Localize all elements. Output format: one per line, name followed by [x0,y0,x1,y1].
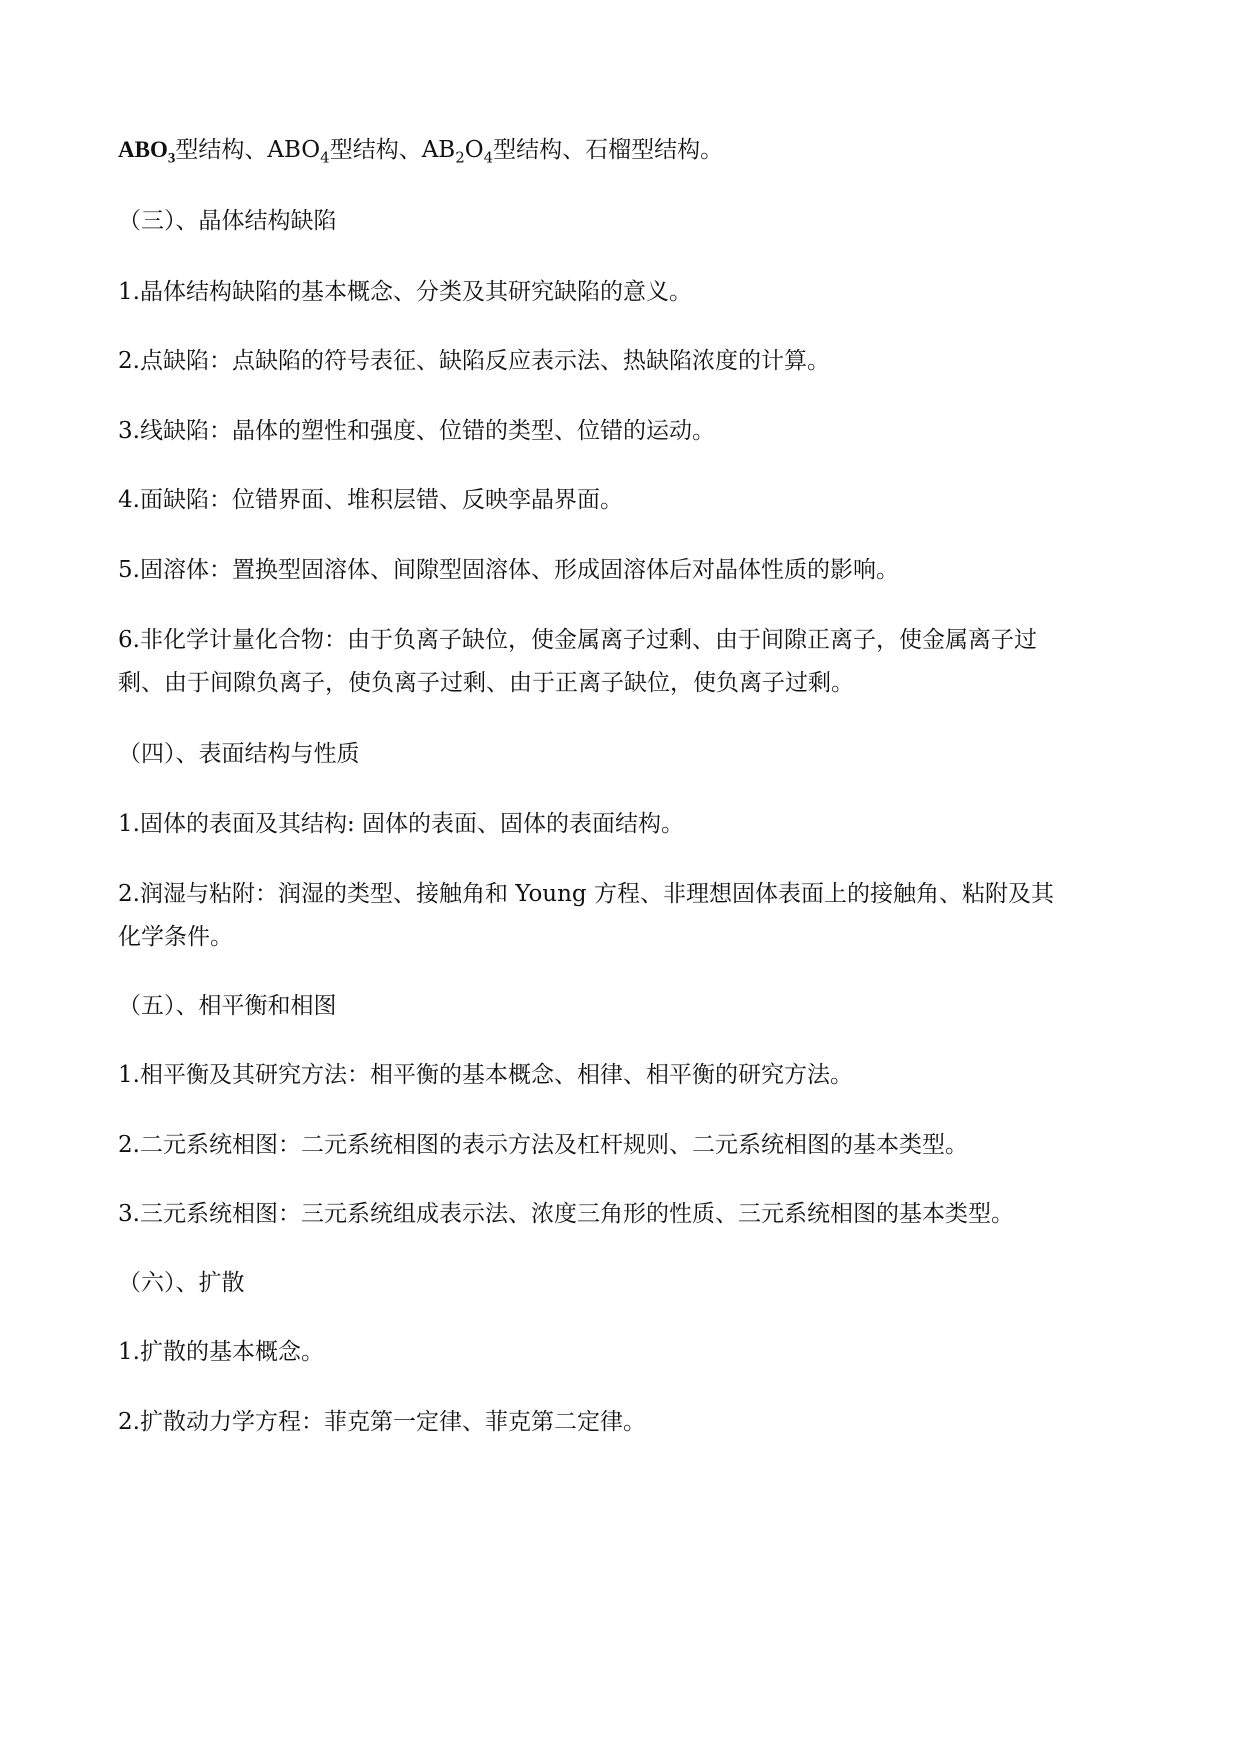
section-heading-3: （三）、晶体结构缺陷 [118,208,337,234]
list-item-4-2-line1: 2.润湿与粘附：润湿的类型、接触角和 Young 方程、非理想固体表面上的接触角、粘附及其 [118,881,1054,907]
section-heading-6: （六）、扩散 [118,1270,245,1296]
list-item-5-1: 1.相平衡及其研究方法：相平衡的基本概念、相律、相平衡的研究方法。 [118,1062,853,1088]
section-heading-5: （五）、相平衡和相图 [118,993,337,1019]
text-segment: 型结构、石榴型结构。 [493,137,724,163]
text-segment: 型结构、ABO [175,137,321,163]
list-item-3-5: 5.固溶体：置换型固溶体、间隙型固溶体、形成固溶体后对晶体性质的影响。 [118,557,899,583]
list-item-3-3: 3.线缺陷：晶体的塑性和强度、位错的类型、位错的运动。 [118,418,715,444]
structure-types-line: $ABO_3$型结构、$ABO_4$型结构、$AB_2O_4$型结构、石榴型结构。 [118,137,724,167]
list-item-3-4: 4.面缺陷：位错界面、堆积层错、反映孪晶界面。 [118,487,623,513]
section-heading-4: （四）、表面结构与性质 [118,741,360,767]
list-item-3-1: 1.晶体结构缺陷的基本概念、分类及其研究缺陷的意义。 [118,279,692,305]
list-item-6-2: 2.扩散动力学方程：菲克第一定律、菲克第二定律。 [118,1409,646,1435]
formula-abo3: $ABO_3$ [118,137,176,167]
list-item-3-6-line1: 6.非化学计量化合物：由于负离子缺位，使金属离子过剩、由于间隙正离子，使金属离子过 [118,627,1037,653]
list-item-4-1: 1.固体的表面及其结构: 固体的表面、固体的表面结构。 [118,811,685,837]
text-segment: 型结构、AB [329,137,456,163]
list-item-3-2: 2.点缺陷：点缺陷的符号表征、缺陷反应表示法、热缺陷浓度的计算。 [118,348,830,374]
list-item-5-3: 3.三元系统相图：三元系统组成表示法、浓度三角形的性质、三元系统相图的基本类型。 [118,1201,1014,1227]
list-item-3-6-line2: 剩、由于间隙负离子，使负离子过剩、由于正离子缺位，使负离子过剩。 [118,670,854,696]
list-item-4-2-line2: 化学条件。 [118,924,233,950]
list-item-5-2: 2.二元系统相图：二元系统相图的表示方法及杠杆规则、二元系统相图的基本类型。 [118,1132,968,1158]
list-item-6-1: 1.扩散的基本概念。 [118,1339,324,1365]
